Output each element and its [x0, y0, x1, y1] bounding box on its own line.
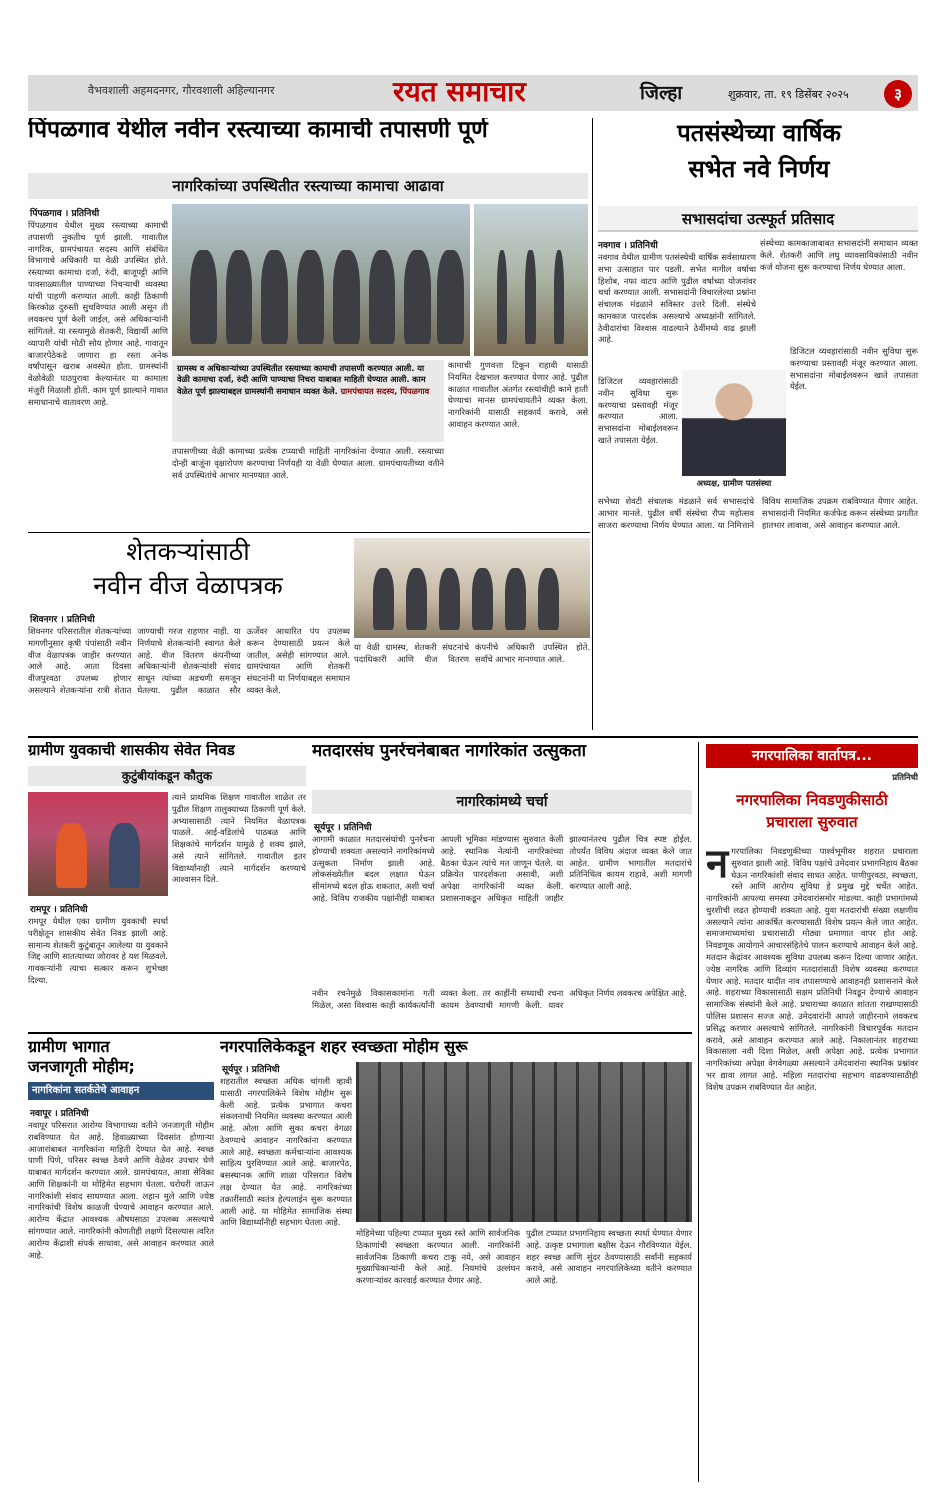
masthead-tagline: वैभवशाली अहमदनगर, गौरवशाली अहिल्यानगर	[88, 84, 275, 97]
a6-dropcap: न	[706, 846, 729, 887]
a3-body: शिवनगर परिसरातील शेतकऱ्यांच्या मागणीनुसार कृषी पंपांसाठी नवीन वीज वेळापत्रक जाहीर करण्यात आले आहे. आता दिवसा वीजपुरवठा उपलब्ध होणार असल्याने शेतकऱ्यांना रात्री शेतात जाण्याची गरज राहणार नाही. या निर्णयाचे शेतकऱ्यांनी स्वागत केले आहे. वीज वितरण कंपनीच्या अधिकाऱ्यांनी शेतकऱ्यांशी संवाद साधून त्यांच्या अडचणी समजून घेतल्या. पुढील काळात सौर ऊर्जेवर आधारित पंप उपलब्ध करून देण्यासाठी प्रयत्न केले जातील, असेही सांगण्यात आले. ग्रामपंचायत आणि शेतकरी संघटनांनी या निर्णयाबद्दल समाधान व्यक्त केले.	[28, 626, 350, 695]
a6-headline-line2: प्रचाराला सुरुवात	[766, 813, 858, 831]
a3-headline-line2: नवीन वीज वेळापत्रक	[93, 571, 283, 600]
a1-col3: कामाची गुणवत्ता टिकून राहावी यासाठी नियमित देखभाल करण्यात येणार आहे. पुढील काळात गावातील अंतर्गत रस्त्यांचीही कामे हाती घेण्याचा मानस ग्रामपंचायतीने व्यक्त केला. नागरिकांनी यासाठी सहकार्य करावे, असे आवाहन करण्यात आले.	[448, 360, 588, 429]
newspaper-logo: रयत समाचार	[393, 75, 526, 108]
a7-body: नवापूर परिसरात आरोग्य विभागाच्या वतीने जनजागृती मोहीम राबविण्यात येत आहे. हिवाळ्याच्या दिवसांत होणाऱ्या आजारांबाबत नागरिकांना माहिती देण्यात येत आहे. स्वच्छ पाणी पिणे, परिसर स्वच्छ ठेवणे आणि वेळेवर उपचार घेणे याबाबत मार्गदर्शन करण्यात आले. ग्रामपंचायत, आशा सेविका आणि शिक्षकांनी या मोहिमेत सहभाग घेतला. घरोघरी जाऊन नागरिकांशी संवाद साधण्यात आला. लहान मुले आणि ज्येष्ठ नागरिकांची विशेष काळजी घेण्याचे आवाहन करण्यात आले. आरोग्य केंद्रात आवश्यक औषधसाठा उपलब्ध असल्याचे सांगण्यात आले. नागरिकांनी कोणतीही लक्षणे दिसल्यास त्वरित आरोग्य केंद्राशी संपर्क साधावा, असे आवाहन करण्यात आले आहे.	[28, 1120, 214, 1260]
a1-col2: तपासणीच्या वेळी कामाच्या प्रत्येक टप्प्याची माहिती नागरिकांना देण्यात आली. रस्त्याच्या दोन्ही बाजूंना वृक्षारोपण करण्याचा निर्णयही या वेळी घेण्यात आला. ग्रामपंचायतीच्या वतीने सर्व उपस्थितांचे आभार मानण्यात आले.	[172, 446, 444, 480]
a2-headline-line2: सभेत नवे निर्णय	[688, 155, 830, 183]
a2-col3: डिजिटल व्यवहारांसाठी नवीन सुविधा सुरू करण्याचा प्रस्तावही मंजूर करण्यात आला. सभासदांना मोबाईलवरून खाते तपासता येईल.	[598, 376, 678, 445]
a2-col3b: डिजिटल व्यवहारांसाठी नवीन सुविधा सुरू करण्याचा प्रस्तावही मंजूर करण्यात आला. सभासदांना मोबाईलवरून खाते तपासता येईल.	[790, 346, 918, 392]
a2-portrait-caption: अध्यक्ष, ग्रामीण पतसंस्था	[696, 478, 772, 488]
a5-body2: नवीन रचनेमुळे विकासकामांना गती मिळेल, असा विश्वास काही कार्यकर्त्यांनी व्यक्त केला. तर काहींनी सध्याची रचना कायम ठेवण्याची मागणी केली. यावर अधिकृत निर्णय लवकरच अपेक्षित आहे.	[312, 988, 687, 1010]
a1-group-photo	[172, 204, 470, 356]
a6-author: प्रतिनिधी	[892, 772, 918, 782]
a1-byline: पिंपळगाव । प्रतिनिधी	[30, 209, 100, 219]
a8-body: शहरातील स्वच्छता अधिक चांगली व्हावी यासाठी नगरपालिकेने विशेष मोहीम सुरू केली आहे. प्रत्येक प्रभागात कचरा संकलनाची नियमित व्यवस्था करण्यात आली आहे. ओला आणि सुका कचरा वेगळा ठेवण्याचे आवाहन नागरिकांना करण्यात आले आहे. स्वच्छता कर्मचाऱ्यांना आवश्यक साहित्य पुरविण्यात आले आहे. बाजारपेठ, बसस्थानक आणि शाळा परिसरात विशेष लक्ष देण्यात येत आहे. नागरिकांच्या तक्रारींसाठी स्वतंत्र हेल्पलाईन सुरू करण्यात आली आहे. या मोहिमेत सामाजिक संस्था आणि विद्यार्थ्यांनीही सहभाग घेतला आहे.	[220, 1076, 352, 1228]
a5-headline: मतदारसंघ पुनर्रचनेबाबत नागरिकांत उत्सुकता	[312, 742, 587, 761]
a6-body-wrap	[706, 846, 918, 1482]
a2-portrait-photo	[682, 370, 786, 476]
a8-photo	[356, 1062, 692, 1222]
a1-caption-text: ग्रामस्थ व अधिकाऱ्यांच्या उपस्थितीत रस्त्याच्या कामाची तपासणी करण्यात आली. या वेळी कामाचा दर्जा, रुंदी आणि पाण्याचा निचरा याबाबत माहिती घेण्यात आली. काम वेळेत पूर्ण झाल्याबद्दल ग्रामस्थांनी समाधान व्यक्त केले.	[177, 363, 426, 396]
a5-byline: सूर्यपूर । प्रतिनिधी	[314, 823, 372, 833]
a8-body2: मोहिमेच्या पहिल्या टप्प्यात मुख्य रस्ते आणि सार्वजनिक ठिकाणांची स्वच्छता करण्यात आली. नागरिकांनी सार्वजनिक ठिकाणी कचरा टाकू नये, असे आवाहन मुख्याधिकाऱ्यांनी केले आहे. नियमांचे उल्लंघन करणाऱ्यांवर कारवाई करण्यात येणार आहे.	[356, 1228, 520, 1286]
a7-deck: नागरिकांना सतर्कतेचे आवाहन	[28, 1082, 214, 1100]
a4-photo	[28, 792, 168, 896]
a7-headline-line2: जनजागृती मोहीम;	[28, 1057, 135, 1076]
a7-headline-line1: ग्रामीण भागात	[28, 1037, 110, 1056]
horizontal-divider	[28, 736, 918, 738]
column-divider	[592, 118, 593, 730]
a1-col1: पिंपळगाव येथील मुख्य रस्त्याच्या कामाची तपासणी नुकतीच पूर्ण झाली. गावातील नागरिक, ग्रामपंचायत सदस्य आणि संबंधित विभागाचे अधिकारी या वेळी उपस्थित होते. रस्त्याच्या कामाचा दर्जा, रुंदी, बाजूपट्टी आणि पावसाळ्यातील पाण्याच्या निचऱ्याची व्यवस्था यांची पाहणी करण्यात आली. काही ठिकाणी किरकोळ दुरुस्ती सुचविण्यात आली असून ती लवकरच पूर्ण केली जाईल, असे अधिकाऱ्यांनी सांगितले. या रस्त्यामुळे शेतकरी, विद्यार्थी आणि व्यापारी यांची मोठी सोय होणार आहे. गावातून बाजारपेठेकडे जाणारा हा रस्ता अनेक वर्षांपासून खराब अवस्थेत होता. ग्रामस्थांनी वेळोवेळी पाठपुरावा केल्यानंतर या कामाला मंजुरी मिळाली होती. काम पूर्ण झाल्याने गावात समाधानाचे वातावरण आहे.	[28, 220, 168, 407]
a3-photo	[354, 538, 590, 638]
a1-deck: नागरिकांच्या उपस्थितीत रस्त्याच्या कामाचा आढावा	[28, 173, 588, 199]
a1-headline: पिंपळगाव येथील नवीन रस्त्याच्या कामाची तपासणी पूर्ण	[28, 118, 488, 143]
a3-body2: या वेळी ग्रामस्थ, शेतकरी संघटनांचे पदाधिकारी आणि वीज वितरण कंपनीचे अधिकारी उपस्थित होते. सर्वांचे आभार मानण्यात आले.	[354, 642, 590, 664]
a8-body3: पुढील टप्प्यात प्रभागनिहाय स्वच्छता स्पर्धा घेण्यात येणार आहे. उत्कृष्ट प्रभागाला बक्षीस देऊन गौरविण्यात येईल. शहर स्वच्छ आणि सुंदर ठेवण्यासाठी सर्वांनी सहकार्य करावे, असे आवाहन नगरपालिकेच्या वतीने करण्यात आले आहे.	[526, 1228, 692, 1286]
page-number: ३	[884, 80, 912, 108]
a6-headline-line1: नगरपालिका निवडणुकीसाठी	[736, 791, 888, 809]
dateline: शुक्रवार, ता. १९ डिसेंबर २०२५	[728, 88, 849, 101]
a5-deck: नागरिकांमध्ये चर्चा	[312, 790, 692, 814]
a4-byline: रामपूर । प्रतिनिधी	[30, 905, 88, 915]
horizontal-divider	[28, 532, 590, 533]
a5-body: आगामी काळात मतदारसंघांची पुनर्रचना होण्याची शक्यता असल्याने नागरिकांमध्ये उत्सुकता निर्माण झाली आहे. लोकसंख्येतील बदल लक्षात घेऊन सीमांमध्ये बदल होऊ शकतात, अशी चर्चा आहे. विविध राजकीय पक्षांनीही याबाबत आपली भूमिका मांडण्यास सुरुवात केली आहे. स्थानिक नेत्यांनी नागरिकांच्या बैठका घेऊन त्यांचे मत जाणून घेतले. या प्रक्रियेत पारदर्शकता असावी, अशी अपेक्षा नागरिकांनी व्यक्त केली. प्रशासनाकडून अधिकृत माहिती जाहीर झाल्यानंतरच पुढील चित्र स्पष्ट होईल. तोपर्यंत विविध अंदाज व्यक्त केले जात आहेत. ग्रामीण भागातील मतदारांचे प्रतिनिधित्व कायम राहावे, अशी मागणी करण्यात आली आहे.	[312, 834, 692, 903]
a1-road-photo	[474, 204, 588, 356]
horizontal-divider	[28, 1032, 692, 1034]
a3-headline-line1: शेतकऱ्यांसाठी	[126, 537, 250, 566]
a1-caption-name: ग्रामपंचायत सदस्य, पिंपळगाव	[340, 385, 430, 396]
a4-body2: त्याने प्राथमिक शिक्षण गावातील शाळेत तर पुढील शिक्षण तालुक्याच्या ठिकाणी पूर्ण केले. अभ्यासासाठी त्याने नियमित वेळापत्रक पाळले. आई-वडिलांचे पाठबळ आणि शिक्षकांचे मार्गदर्शन यामुळे हे शक्य झाले, असे त्याने सांगितले. गावातील इतर विद्यार्थ्यांनाही त्याने मार्गदर्शन करण्याचे आश्वासन दिले.	[172, 792, 306, 885]
a2-col1: नवगाव येथील ग्रामीण पतसंस्थेची वार्षिक सर्वसाधारण सभा उत्साहात पार पडली. सभेत मागील वर्षाचा हिशोब, नफा वाटप आणि पुढील वर्षाच्या योजनांवर चर्चा करण्यात आली. सभासदांनी विचारलेल्या प्रश्नांना संचालक मंडळाने सविस्तर उत्तरे दिली. संस्थेचे कामकाज पारदर्शक असल्याचे अध्यक्षांनी सांगितले. ठेवीदारांचा विश्वास वाढल्याने ठेवींमध्ये वाढ झाली आहे.	[598, 252, 756, 345]
a4-headline: ग्रामीण युवकाची शासकीय सेवेत निवड	[28, 742, 235, 759]
a6-body: गरपालिका निवडणुकीच्या पार्श्वभूमीवर शहरात प्रचाराला सुरुवात झाली आहे. विविध पक्षांचे उमेदवार प्रभागनिहाय बैठका घेऊन नागरिकांशी संवाद साधत आहेत. पाणीपुरवठा, स्वच्छता, रस्ते आणि आरोग्य सुविधा हे प्रमुख मुद्दे चर्चेत आहेत. नागरिकांनी आपल्या समस्या उमेदवारांसमोर मांडल्या. काही प्रभागांमध्ये चुरशीची लढत होण्याची शक्यता आहे. युवा मतदारांची संख्या लक्षणीय असल्याने त्यांना आकर्षित करण्यासाठी विशेष प्रयत्न केले जात आहेत. समाजमाध्यमांचा प्रचारासाठी मोठ्या प्रमाणात वापर होत आहे. निवडणूक आयोगाने आचारसंहितेचे पालन करण्याचे आवाहन केले आहे. मतदान केंद्रांवर आवश्यक सुविधा उपलब्ध करून दिल्या जाणार आहेत. ज्येष्ठ नागरिक आणि दिव्यांग मतदारांसाठी विशेष व्यवस्था करण्यात येणार आहे. मतदार यादीत नाव तपासण्याचे आवाहनही प्रशासनाने केले आहे. शहराच्या विकासासाठी सक्षम प्रतिनिधी निवडून देण्याचे आवाहन सामाजिक संस्थांनी केले आहे. प्रचाराच्या काळात शांतता राखण्यासाठी पोलिस प्रशासन सज्ज आहे. उमेदवारांनी आपले जाहीरनामे लवकरच प्रसिद्ध करणार असल्याचे सांगितले. नागरिकांनी विचारपूर्वक मतदान करावे, असे आवाहन करण्यात आले आहे. निकालानंतर शहराच्या विकासाला नवी दिशा मिळेल, अशी अपेक्षा आहे. प्रत्येक प्रभागात नागरिकांच्या अपेक्षा वेगवेगळ्या असल्याने उमेदवारांना स्थानिक प्रश्नांवर भर द्यावा लागत आहे. महिला मतदारांचा सहभाग वाढवण्यासाठीही विशेष उपक्रम राबविण्यात येत आहेत.	[706, 846, 918, 1092]
a1-photo-caption	[172, 360, 444, 442]
a4-deck: कुटुंबीयांकडून कौतुक	[28, 766, 306, 786]
a2-deck: सभासदांचा उत्स्फूर्त प्रतिसाद	[598, 206, 918, 232]
section-title: जिल्हा	[640, 82, 683, 104]
a7-byline: नवापूर । प्रतिनिधी	[30, 1109, 89, 1119]
a2-col2: संस्थेच्या कामकाजाबाबत सभासदांनी समाधान व्यक्त केले. शेतकरी आणि लघु व्यावसायिकांसाठी नवीन कर्ज योजना सुरू करण्याचा निर्णय घेण्यात आला.	[760, 238, 918, 272]
a6-band: नगरपालिका वार्तापत्र...	[706, 744, 918, 768]
a3-byline: शिवनगर । प्रतिनिधी	[30, 615, 95, 625]
a2-col4: सभेच्या शेवटी संचालक मंडळाने सर्व सभासदांचे आभार मानले. पुढील वर्षी संस्थेचा रौप्य महोत्सव साजरा करण्याचा निर्णय घेण्यात आला. या निमित्ताने विविध सामाजिक उपक्रम राबविण्यात येणार आहेत. सभासदांनी नियमित कर्जफेड करून संस्थेच्या प्रगतीत हातभार लावावा, असे आवाहन करण्यात आले.	[598, 496, 918, 530]
a2-byline: नवगाव । प्रतिनिधी	[598, 241, 658, 251]
a2-headline-line1: पतसंस्थेच्या वार्षिक	[677, 119, 841, 147]
a8-headline: नगरपालिकेकडून शहर स्वच्छता मोहीम सुरू	[220, 1038, 468, 1056]
a8-byline: सूर्यपूर । प्रतिनिधी	[222, 1065, 280, 1075]
column-divider	[698, 742, 699, 1482]
a4-body: रामपूर येथील एका ग्रामीण युवकाची स्पर्धा परीक्षेतून शासकीय सेवेत निवड झाली आहे. सामान्य शेतकरी कुटुंबातून आलेल्या या युवकाने जिद्द आणि सातत्याच्या जोरावर हे यश मिळवले. गावकऱ्यांनी त्याचा सत्कार करून शुभेच्छा दिल्या.	[28, 916, 168, 985]
